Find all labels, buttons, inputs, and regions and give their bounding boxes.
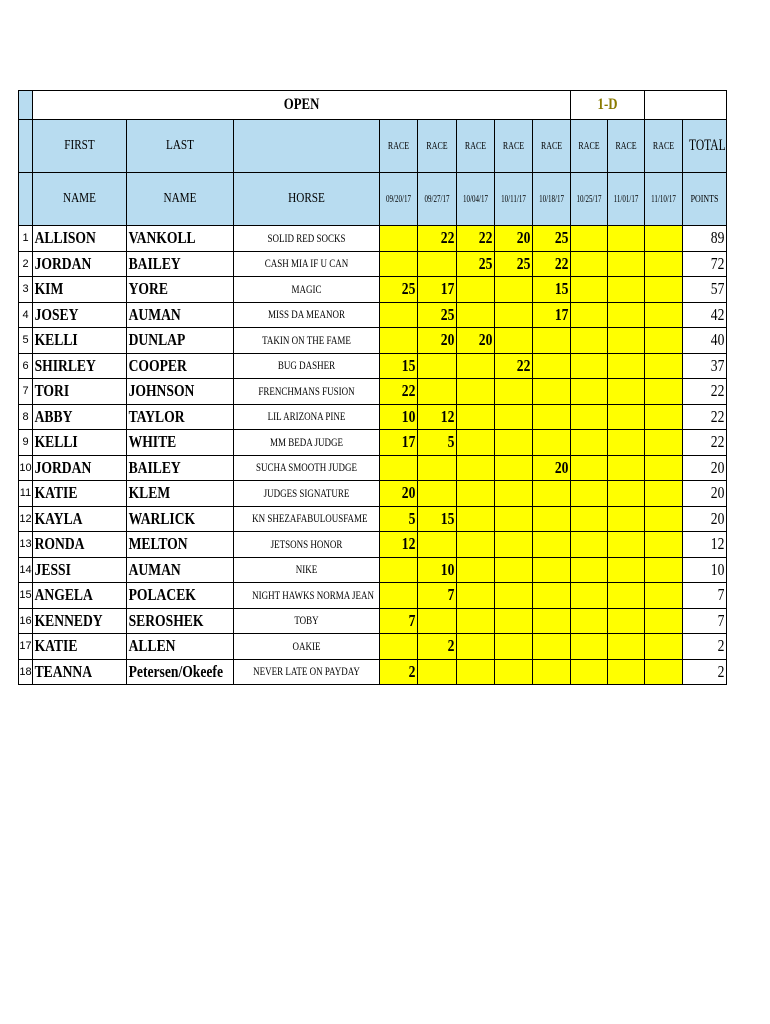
race-points: 20 xyxy=(554,457,569,477)
race-date: 09/20/17 xyxy=(386,193,411,205)
last-name: POLACEK xyxy=(128,585,196,605)
race-points: 12 xyxy=(401,534,416,554)
race-date: 11/01/17 xyxy=(613,193,639,205)
table-row xyxy=(19,481,727,507)
row-number: 4 xyxy=(22,308,29,321)
horse-name: SUCHA SMOOTH JUDGE xyxy=(255,460,358,475)
table-row xyxy=(19,583,727,609)
open-title-cell xyxy=(33,91,571,120)
total-points: 22 xyxy=(710,406,725,426)
title-row xyxy=(19,91,727,120)
race-points: 22 xyxy=(401,381,416,401)
row-number: 6 xyxy=(22,359,29,372)
last-name: JOHNSON xyxy=(128,381,195,401)
row-number: 18 xyxy=(19,665,32,678)
row-number: 2 xyxy=(22,257,29,270)
race-points: 25 xyxy=(440,304,455,324)
race-points: 7 xyxy=(408,610,416,630)
last-name: ALLEN xyxy=(128,636,176,656)
horse-name: MISS DA MEANOR xyxy=(267,307,346,322)
horse-name: SOLID RED SOCKS xyxy=(267,230,346,245)
horse-name: LIL ARIZONA PINE xyxy=(267,409,346,424)
race-points: 22 xyxy=(440,228,455,248)
horse-name: BUG DASHER xyxy=(277,358,336,373)
table-row xyxy=(19,506,727,532)
last-name-header: NAME xyxy=(163,191,197,206)
race-points: 25 xyxy=(516,253,531,273)
table-row xyxy=(19,634,727,660)
last-name: WHITE xyxy=(128,432,177,452)
first-name: JORDAN xyxy=(34,457,92,477)
race-points: 7 xyxy=(447,585,455,605)
table-row xyxy=(19,455,727,481)
row-number: 16 xyxy=(19,614,32,627)
race-date: 10/18/17 xyxy=(539,193,564,205)
race-points: 15 xyxy=(554,279,569,299)
first-name: KELLI xyxy=(34,330,78,350)
table-row xyxy=(19,608,727,634)
horse-name: TAKIN ON THE FAME xyxy=(262,332,351,347)
race-points: 20 xyxy=(401,483,416,503)
table-row xyxy=(19,532,727,558)
race-points: 10 xyxy=(440,559,455,579)
total-points: 7 xyxy=(717,585,725,605)
race-header: RACE xyxy=(464,140,487,152)
horse-name: JUDGES SIGNATURE xyxy=(263,485,350,500)
race-points: 20 xyxy=(516,228,531,248)
race-header: RACE xyxy=(540,140,563,152)
race-header: RACE xyxy=(578,140,600,152)
last-name: TAYLOR xyxy=(128,406,185,426)
first-name: JESSI xyxy=(34,559,71,579)
horse-name: NIGHT HAWKS NORMA JEAN xyxy=(252,587,374,602)
race-points: 22 xyxy=(478,228,493,248)
table-row xyxy=(19,277,727,303)
first-name: KIM xyxy=(34,279,64,299)
race-points: 2 xyxy=(447,636,455,656)
total-points: 2 xyxy=(717,661,725,681)
race-points: 5 xyxy=(447,432,455,452)
row-number: 12 xyxy=(19,512,32,525)
last-name: VANKOLL xyxy=(128,228,196,248)
division-cell xyxy=(571,91,645,120)
total-points: 42 xyxy=(710,304,725,324)
row-number: 14 xyxy=(19,563,32,576)
last-name: WARLICK xyxy=(128,508,196,528)
horse-name: NIKE xyxy=(295,562,318,577)
first-name: JOSEY xyxy=(34,304,79,324)
row-number: 8 xyxy=(22,410,29,423)
first-name: RONDA xyxy=(34,534,85,554)
last-name: BAILEY xyxy=(128,457,181,477)
total-points: 89 xyxy=(710,228,725,248)
race-header: RACE xyxy=(426,140,448,152)
first-name: ABBY xyxy=(34,406,73,426)
race-date: 10/25/17 xyxy=(576,193,602,205)
first-name: KATIE xyxy=(34,636,78,656)
header-row-bottom xyxy=(19,173,727,226)
row-number: 7 xyxy=(22,385,29,398)
horse-name: TOBY xyxy=(294,613,319,628)
total-points: 20 xyxy=(710,483,725,503)
table-row xyxy=(19,302,727,328)
race-points: 22 xyxy=(554,253,569,273)
last-name: AUMAN xyxy=(128,304,181,324)
race-date: 09/27/17 xyxy=(424,193,450,205)
horse-name: JETSONS HONOR xyxy=(270,536,343,551)
race-points: 12 xyxy=(440,406,455,426)
total-points: 22 xyxy=(710,432,725,452)
first-name: JORDAN xyxy=(34,253,92,273)
total-points: 12 xyxy=(710,534,725,554)
first-name: TEANNA xyxy=(34,661,93,681)
last-name: YORE xyxy=(128,279,168,299)
race-date: 11/10/17 xyxy=(651,193,676,205)
last-name: MELTON xyxy=(128,534,188,554)
race-points: 5 xyxy=(408,508,416,528)
last-name: Petersen/Okeefe xyxy=(128,661,223,681)
page-title: OPEN xyxy=(283,96,320,113)
total-header: TOTAL xyxy=(689,137,726,154)
table-row xyxy=(19,251,727,277)
standings-table xyxy=(18,90,727,685)
table-row xyxy=(19,353,727,379)
row-number: 1 xyxy=(22,232,29,245)
first-name: KAYLA xyxy=(34,508,83,528)
horse-name: NEVER LATE ON PAYDAY xyxy=(253,664,360,679)
first-name: KENNEDY xyxy=(34,610,103,630)
race-points: 20 xyxy=(478,330,493,350)
total-points: 37 xyxy=(710,355,725,375)
first-name: ANGELA xyxy=(34,585,93,605)
race-header: RACE xyxy=(502,140,525,152)
race-points: 15 xyxy=(440,508,455,528)
race-points: 17 xyxy=(440,279,455,299)
horse-name: CASH MIA IF U CAN xyxy=(264,256,349,271)
row-number: 17 xyxy=(19,640,32,653)
total-points: 2 xyxy=(717,636,725,656)
race-points: 2 xyxy=(408,661,416,681)
first-name: TORI xyxy=(34,381,70,401)
horse-name: MAGIC xyxy=(291,281,322,296)
first-name: SHIRLEY xyxy=(34,355,96,375)
row-number: 15 xyxy=(19,589,32,602)
points-header: POINTS xyxy=(690,193,719,205)
table-row xyxy=(19,404,727,430)
table-row xyxy=(19,379,727,405)
total-points: 22 xyxy=(710,381,725,401)
horse-header: HORSE xyxy=(288,191,325,206)
first-header: FIRST xyxy=(64,138,95,153)
last-name: AUMAN xyxy=(128,559,181,579)
last-name: SEROSHEK xyxy=(128,610,204,630)
total-points: 10 xyxy=(710,559,725,579)
race-points: 17 xyxy=(554,304,569,324)
race-date: 10/11/17 xyxy=(501,193,526,205)
table-row xyxy=(19,328,727,354)
horse-name: OAKIE xyxy=(292,638,321,653)
race-points: 10 xyxy=(401,406,416,426)
race-header: RACE xyxy=(615,140,637,152)
row-number: 13 xyxy=(19,538,32,551)
race-points: 25 xyxy=(401,279,416,299)
race-points: 15 xyxy=(401,355,416,375)
table-row xyxy=(19,659,727,685)
total-points: 20 xyxy=(710,508,725,528)
header-row-top xyxy=(19,120,727,173)
total-points: 72 xyxy=(710,253,725,273)
total-points: 57 xyxy=(710,279,725,299)
race-points: 17 xyxy=(401,432,416,452)
race-header: RACE xyxy=(387,140,410,152)
last-name: COOPER xyxy=(128,355,187,375)
race-points: 22 xyxy=(516,355,531,375)
first-name: KATIE xyxy=(34,483,78,503)
division-label: 1-D xyxy=(597,96,618,113)
table-row xyxy=(19,226,727,252)
first-name: ALLISON xyxy=(34,228,96,248)
first-name-header: NAME xyxy=(63,191,96,206)
total-points: 40 xyxy=(710,330,725,350)
race-points: 20 xyxy=(440,330,455,350)
horse-name: MM BEDA JUDGE xyxy=(269,434,344,449)
last-name: DUNLAP xyxy=(128,330,186,350)
race-header: RACE xyxy=(653,140,675,152)
row-number: 9 xyxy=(22,436,29,449)
race-points: 25 xyxy=(478,253,493,273)
horse-name: KN SHEZAFABULOUSFAME xyxy=(252,511,368,526)
row-number: 3 xyxy=(22,283,29,296)
table-row xyxy=(19,557,727,583)
table-row xyxy=(19,430,727,456)
row-number: 10 xyxy=(19,461,32,474)
last-name: KLEM xyxy=(128,483,171,503)
total-points: 20 xyxy=(710,457,725,477)
horse-name: FRENCHMANS FUSION xyxy=(258,383,355,398)
row-number: 5 xyxy=(22,334,29,347)
last-header: LAST xyxy=(166,138,194,153)
race-points: 25 xyxy=(554,228,569,248)
last-name: BAILEY xyxy=(128,253,181,273)
total-points: 7 xyxy=(717,610,725,630)
first-name: KELLI xyxy=(34,432,78,452)
race-date: 10/04/17 xyxy=(463,193,488,205)
row-number: 11 xyxy=(19,487,32,500)
